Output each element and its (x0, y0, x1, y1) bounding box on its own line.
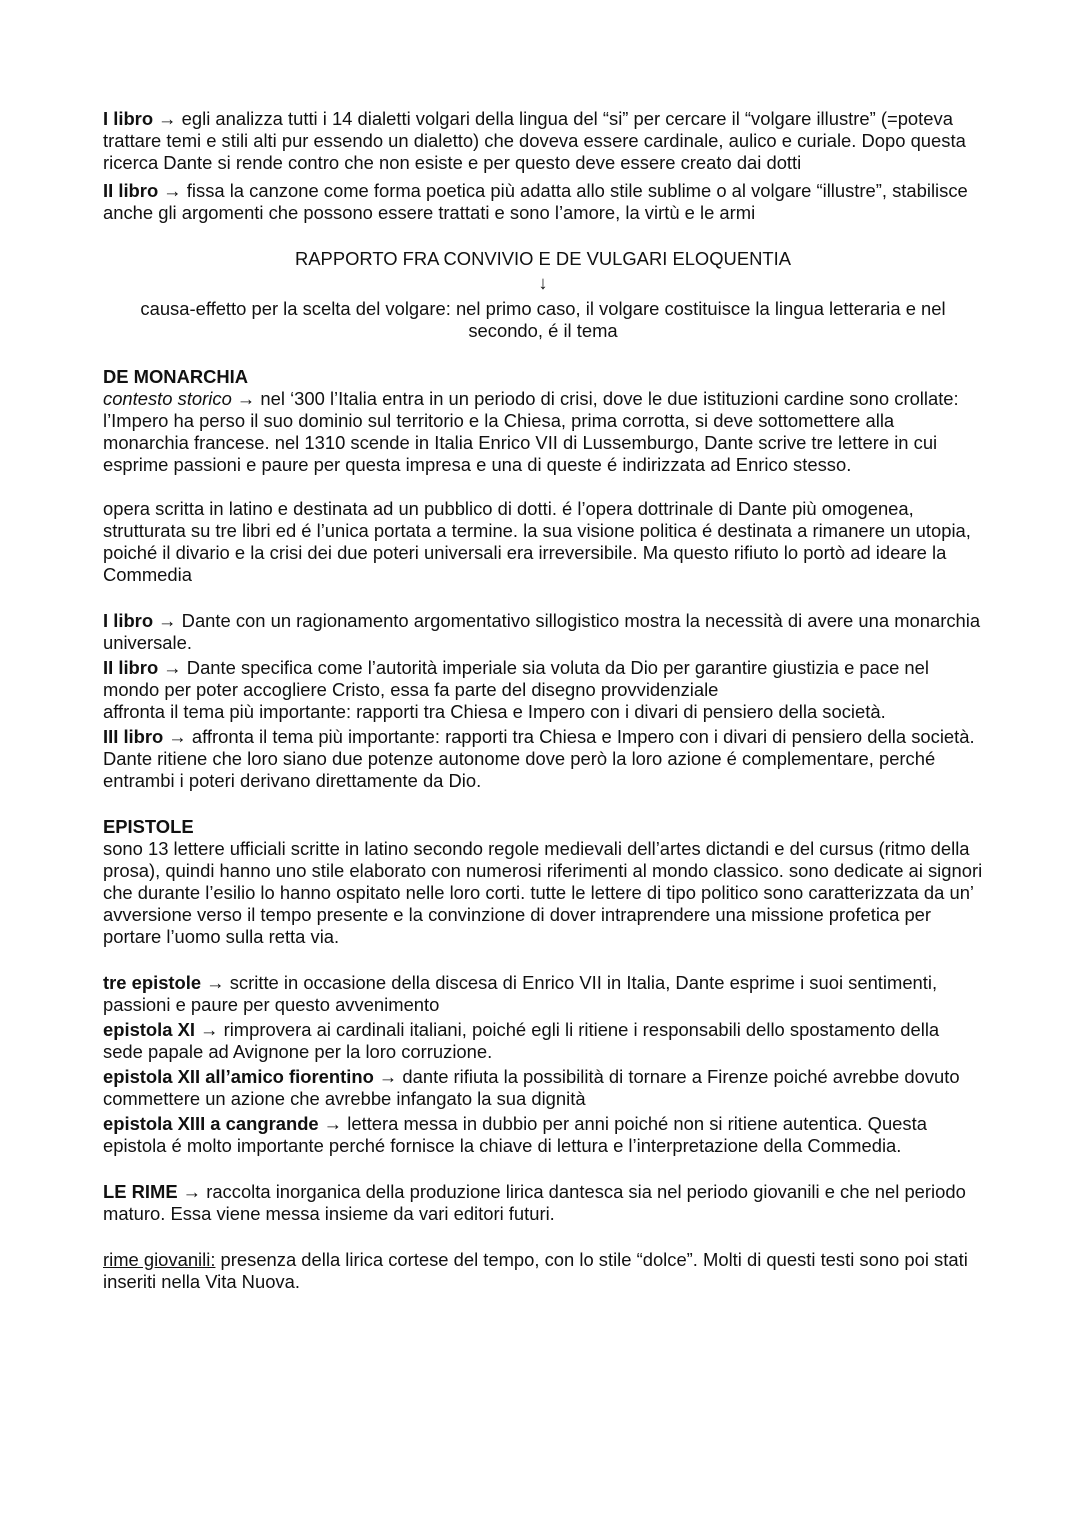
text-le-rime: → raccolta inorganica della produzione lirica dantesca sia nel periodo giovanili e che nel periodo maturo. Essa viene messa insieme da vari editori futuri. (103, 1181, 966, 1224)
arrow-down-icon: ↓ (538, 272, 548, 293)
paragraph-tre-epistole (103, 972, 983, 1016)
label-monarchia-libro-1: I libro (103, 610, 154, 631)
label-contesto-storico: contesto storico (103, 388, 232, 409)
rapporto-text: causa-effetto per la scelta del volgare: nel primo caso, il volgare costituisce la lingua letteraria e nel secondo, é il tema (140, 298, 946, 341)
document-page (103, 108, 983, 1293)
paragraph-epistole-intro: sono 13 lettere ufficiali scritte in latino secondo regole medievali dell’artes dictandi e del cursus (ritmo della prosa), quindi hanno uno stile elaborato con numerosi riferimenti al mondo classico. sono dedicate ai signori che durante l’esilio lo hanno ospitato nelle loro corti. tutte le lettere di tipo politico sono caratterizzata da un’ avversione verso il tempo presente e la convinzione di dover intraprendere una missione profetica per portare l’uomo sulla retta via. (103, 838, 983, 947)
label-monarchia-libro-2: II libro (103, 657, 159, 678)
paragraph-contesto-storico (103, 388, 983, 476)
rapporto-block (103, 248, 983, 342)
paragraph-monarchia-libro-2-extra: affronta il tema più importante: rapporti tra Chiesa e Impero con i divari di pensiero della società. (103, 701, 886, 722)
text-libro-2: → fissa la canzone come forma poetica più adatta allo stile sublime o al volgare “illustre”, stabilisce anche gli argomenti che possono essere trattati e sono l’amore, la virtù e le armi (103, 180, 968, 223)
heading-de-monarchia: DE MONARCHIA (103, 366, 249, 387)
paragraph-monarchia-opera: opera scritta in latino e destinata ad un pubblico di dotti. é l’opera dottrinale di Dante più omogenea, strutturata su tre libri ed é l’unica portata a termine. la sua visione politica é destinata a rimanere un utopia, poiché il divario e la crisi dei due poteri universali era irreversibile. Ma questo rifiuto lo portò ad ideare la Commedia (103, 498, 971, 585)
text-contesto-storico: → nel ‘300 l’Italia entra in un periodo di crisi, dove le due istituzioni cardine sono crollate: l’Impero ha perso il suo dominio sul territorio e la Chiesa, prima corrotta, si deve sottomettere alla monarchia francese. nel 1310 scende in Italia Enrico VII di Lussemburgo, Dante scrive tre lettere in cui esprime passioni e paure per questa impresa e una di queste é indirizzata ad Enrico stesso. (103, 388, 959, 475)
label-tre-epistole: tre epistole (103, 972, 202, 993)
label-monarchia-libro-3: III libro (103, 726, 164, 747)
rapporto-title: RAPPORTO FRA CONVIVIO E DE VULGARI ELOQUENTIA (295, 248, 791, 269)
paragraph-volgari-libro-2 (103, 180, 983, 224)
text-tre-epistole: → scritte in occasione della discesa di Enrico VII in Italia, Dante esprime i suoi sentimenti, passioni e paure per questo avvenimento (103, 972, 938, 1015)
text-monarchia-libro-2: → Dante specifica come l’autorità imperiale sia voluta da Dio per garantire giustizia e pace nel mondo per poter accogliere Cristo, essa fa parte del disegno provvidenziale (103, 657, 929, 700)
paragraph-epistola-xi (103, 1019, 983, 1063)
paragraph-monarchia-libro-1 (103, 610, 983, 654)
paragraph-volgari-libro-1 (103, 108, 983, 174)
paragraph-epistola-xiii (103, 1113, 983, 1157)
label-epistola-xii: epistola XII all’amico fiorentino (103, 1066, 374, 1087)
text-epistola-xi: → rimprovera ai cardinali italiani, poiché egli li ritiene i responsabili dello spostamento della sede papale ad Avignone per la loro corruzione. (103, 1019, 940, 1062)
paragraph-rime-giovanili (103, 1249, 983, 1293)
label-epistola-xi: epistola XI (103, 1019, 195, 1040)
text-monarchia-libro-1: → Dante con un ragionamento argomentativo sillogistico mostra la necessità di avere una monarchia universale. (103, 610, 981, 653)
label-le-rime: LE RIME (103, 1181, 178, 1202)
paragraph-le-rime (103, 1181, 983, 1225)
heading-epistole: EPISTOLE (103, 816, 194, 837)
label-epistola-xiii: epistola XIII a cangrande (103, 1113, 319, 1134)
text-epistola-xii: → dante rifiuta la possibilità di tornare a Firenze poiché avrebbe dovuto commettere un azione che avrebbe infangato la sua dignità (103, 1066, 960, 1109)
label-rime-giovanili: rime giovanili: (103, 1249, 216, 1270)
paragraph-monarchia-libro-2 (103, 657, 983, 701)
text-rime-giovanili: presenza della lirica cortese del tempo, con lo stile “dolce”. Molti di questi testi sono poi stati inseriti nella Vita Nuova. (103, 1249, 968, 1292)
label-libro-1: I libro (103, 108, 154, 129)
text-libro-1: → egli analizza tutti i 14 dialetti volgari della lingua del “si” per cercare il “volgare illustre” (=poteva trattare temi e stili alti pur essendo un dialetto) che doveva essere cardinale, aulico e curiale. Dopo questa ricerca Dante si rende contro che non esiste e per questo deve essere creato dai dotti (103, 108, 966, 173)
paragraph-epistola-xii (103, 1066, 983, 1110)
text-monarchia-libro-3: → affronta il tema più importante: rapporti tra Chiesa e Impero con i divari di pensiero della società. Dante ritiene che loro siano due potenze autonome dove però la loro azione é complementare, perché entrambi i poteri derivano direttamente da Dio. (103, 726, 975, 791)
text-epistola-xiii: → lettera messa in dubbio per anni poiché non si ritiene autentica. Questa epistola é molto importante perché fornisce la chiave di lettura e l’interpretazione della Commedia. (103, 1113, 927, 1156)
label-libro-2: II libro (103, 180, 159, 201)
paragraph-monarchia-libro-3 (103, 726, 983, 792)
